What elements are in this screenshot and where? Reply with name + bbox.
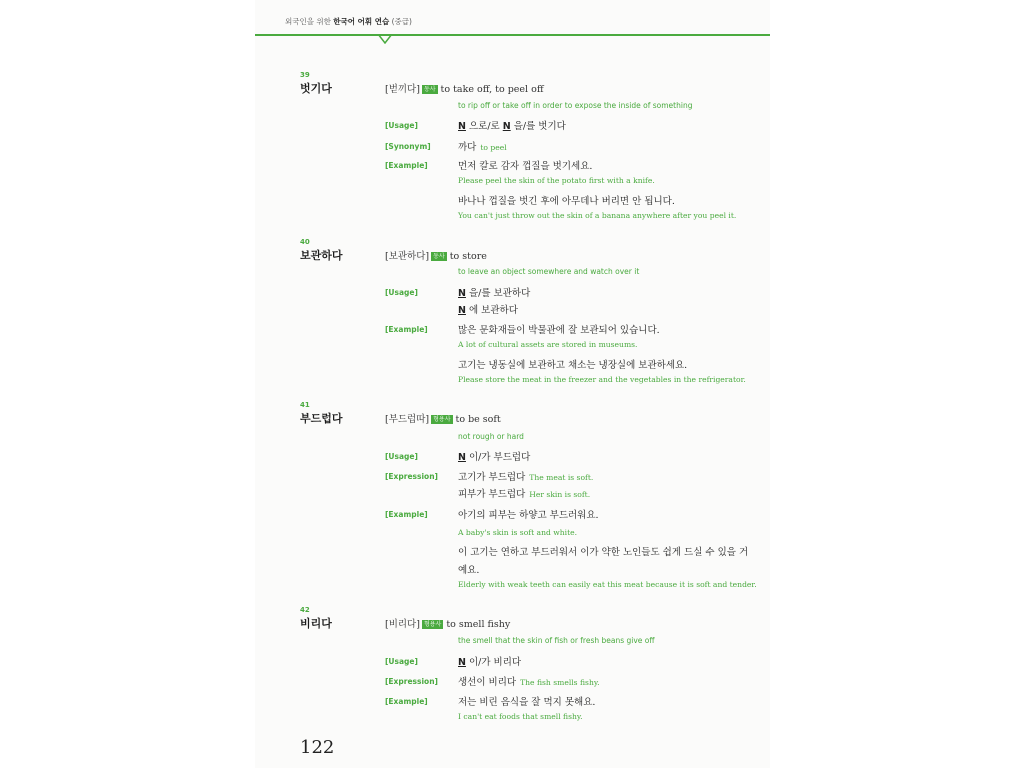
- usage-pattern: N 이/가 비리다: [458, 657, 522, 668]
- example-label: [Example]: [385, 510, 428, 519]
- entry-header-line: [385, 81, 544, 95]
- pos-badge: 동사: [433, 253, 445, 260]
- pronunciation: [보관하다]: [385, 251, 430, 262]
- definition: to rip off or take off in order to expose the inside of something: [458, 101, 693, 110]
- usage-label: [Usage]: [385, 288, 418, 297]
- example-label: [Example]: [385, 161, 428, 170]
- usage-label: [Usage]: [385, 452, 418, 461]
- pos-badge: 형용사: [423, 621, 442, 628]
- gloss: to be soft: [455, 414, 501, 425]
- pronunciation: [벋끼다]: [385, 84, 420, 95]
- example-ko: 이 고기는 연하고 부드러워서 이가 약한 노인들도 쉽게 드실 수 있을 거: [458, 547, 749, 558]
- running-header: [285, 16, 412, 27]
- page-number: 122: [300, 737, 335, 758]
- example-ko: 먼저 칼로 감자 껍질을 벗기세요.: [458, 161, 593, 172]
- expression-ko: 피부가 부드럽다: [458, 489, 526, 500]
- entry-header-line: [385, 248, 487, 262]
- entry-header-line: [385, 616, 510, 630]
- expression: [458, 486, 590, 500]
- noun-placeholder: N: [458, 288, 466, 299]
- definition: to leave an object somewhere and watch over it: [458, 267, 640, 276]
- example-ko: 저는 비린 음식을 잘 먹지 못해요.: [458, 697, 596, 708]
- example-ko-cont: 예요.: [458, 565, 480, 576]
- pronunciation: [비리다]: [385, 619, 420, 630]
- noun-placeholder: N: [502, 121, 511, 132]
- synonym-label: [Synonym]: [385, 142, 431, 151]
- header-notch: [378, 34, 392, 44]
- usage-label: [Usage]: [385, 657, 418, 666]
- expression-en: The fish smells fishy.: [520, 678, 600, 687]
- example-en: Please store the meat in the freezer and the vegetables in the refrigerator.: [458, 375, 746, 384]
- expression-ko: 생선이 비리다: [458, 677, 517, 688]
- expression-label: [Expression]: [385, 472, 438, 481]
- example-ko: 고기는 냉동실에 보관하고 채소는 냉장실에 보관하세요.: [458, 360, 688, 371]
- synonym-ko: 까다: [458, 142, 477, 153]
- entry-number: 39: [300, 71, 310, 79]
- usage-pattern: N 으로/로 N 을/를 벗기다: [458, 121, 566, 132]
- entry-number: 42: [300, 606, 310, 614]
- example-label: [Example]: [385, 325, 428, 334]
- header-title: 한국어 어휘 연습: [333, 17, 390, 26]
- noun-placeholder: N: [458, 452, 466, 463]
- entry-headword: 보관하다: [300, 249, 343, 262]
- example-en: Please peel the skin of the potato first with a knife.: [458, 176, 655, 185]
- example-en: I can't eat foods that smell fishy.: [458, 712, 583, 721]
- header-suffix: (중급): [389, 17, 412, 26]
- gloss: to store: [449, 251, 487, 262]
- expression: [458, 674, 600, 688]
- example-label: [Example]: [385, 697, 428, 706]
- synonym-en: to peel: [480, 143, 507, 152]
- usage-label: [Usage]: [385, 121, 418, 130]
- header-rule: [255, 34, 770, 36]
- expression-ko: 고기가 부드럽다: [458, 472, 526, 483]
- entry-number: 41: [300, 401, 310, 409]
- pos-badge: 형용사: [433, 416, 451, 423]
- entry-headword: 벗기다: [300, 82, 332, 95]
- noun-placeholder: N: [458, 305, 466, 316]
- entry-number: 40: [300, 238, 310, 246]
- entry-header-line: [385, 411, 501, 425]
- definition: not rough or hard: [458, 432, 524, 441]
- example-ko: 아기의 피부는 하얗고 부드러워요.: [458, 510, 599, 521]
- expression-en: Her skin is soft.: [529, 490, 591, 499]
- header-prefix: 외국인을 위한: [285, 17, 334, 26]
- synonym: [458, 139, 507, 153]
- entry-headword: 비리다: [300, 617, 332, 630]
- pronunciation: [부드럽따]: [385, 414, 430, 425]
- example-ko: 많은 문화재들이 박물관에 잘 보관되어 있습니다.: [458, 325, 660, 336]
- noun-placeholder: N: [458, 657, 466, 668]
- example-ko: 바나나 껍질을 벗긴 후에 아무데나 버리면 안 됩니다.: [458, 196, 675, 207]
- usage-pattern: N 이/가 부드럽다: [458, 452, 531, 463]
- expression-en: The meat is soft.: [529, 473, 594, 482]
- expression-label: [Expression]: [385, 677, 438, 686]
- pos-badge: 동사: [423, 86, 436, 93]
- example-en: You can't just throw out the skin of a banana anywhere after you peel it.: [458, 211, 737, 220]
- gloss: to smell fishy: [446, 619, 511, 630]
- usage-pattern: N 에 보관하다: [458, 305, 518, 316]
- example-en: A lot of cultural assets are stored in museums.: [458, 340, 638, 349]
- noun-placeholder: N: [458, 121, 466, 132]
- usage-pattern: N 을/를 보관하다: [458, 288, 531, 299]
- book-page: [255, 0, 770, 768]
- example-en: A baby's skin is soft and white.: [458, 528, 578, 537]
- example-en: Elderly with weak teeth can easily eat this meat because it is soft and tender.: [458, 580, 757, 589]
- definition: the smell that the skin of fish or fresh beans give off: [458, 636, 655, 645]
- gloss: to take off, to peel off: [440, 84, 544, 95]
- entry-headword: 부드럽다: [300, 412, 343, 425]
- expression: [458, 469, 593, 483]
